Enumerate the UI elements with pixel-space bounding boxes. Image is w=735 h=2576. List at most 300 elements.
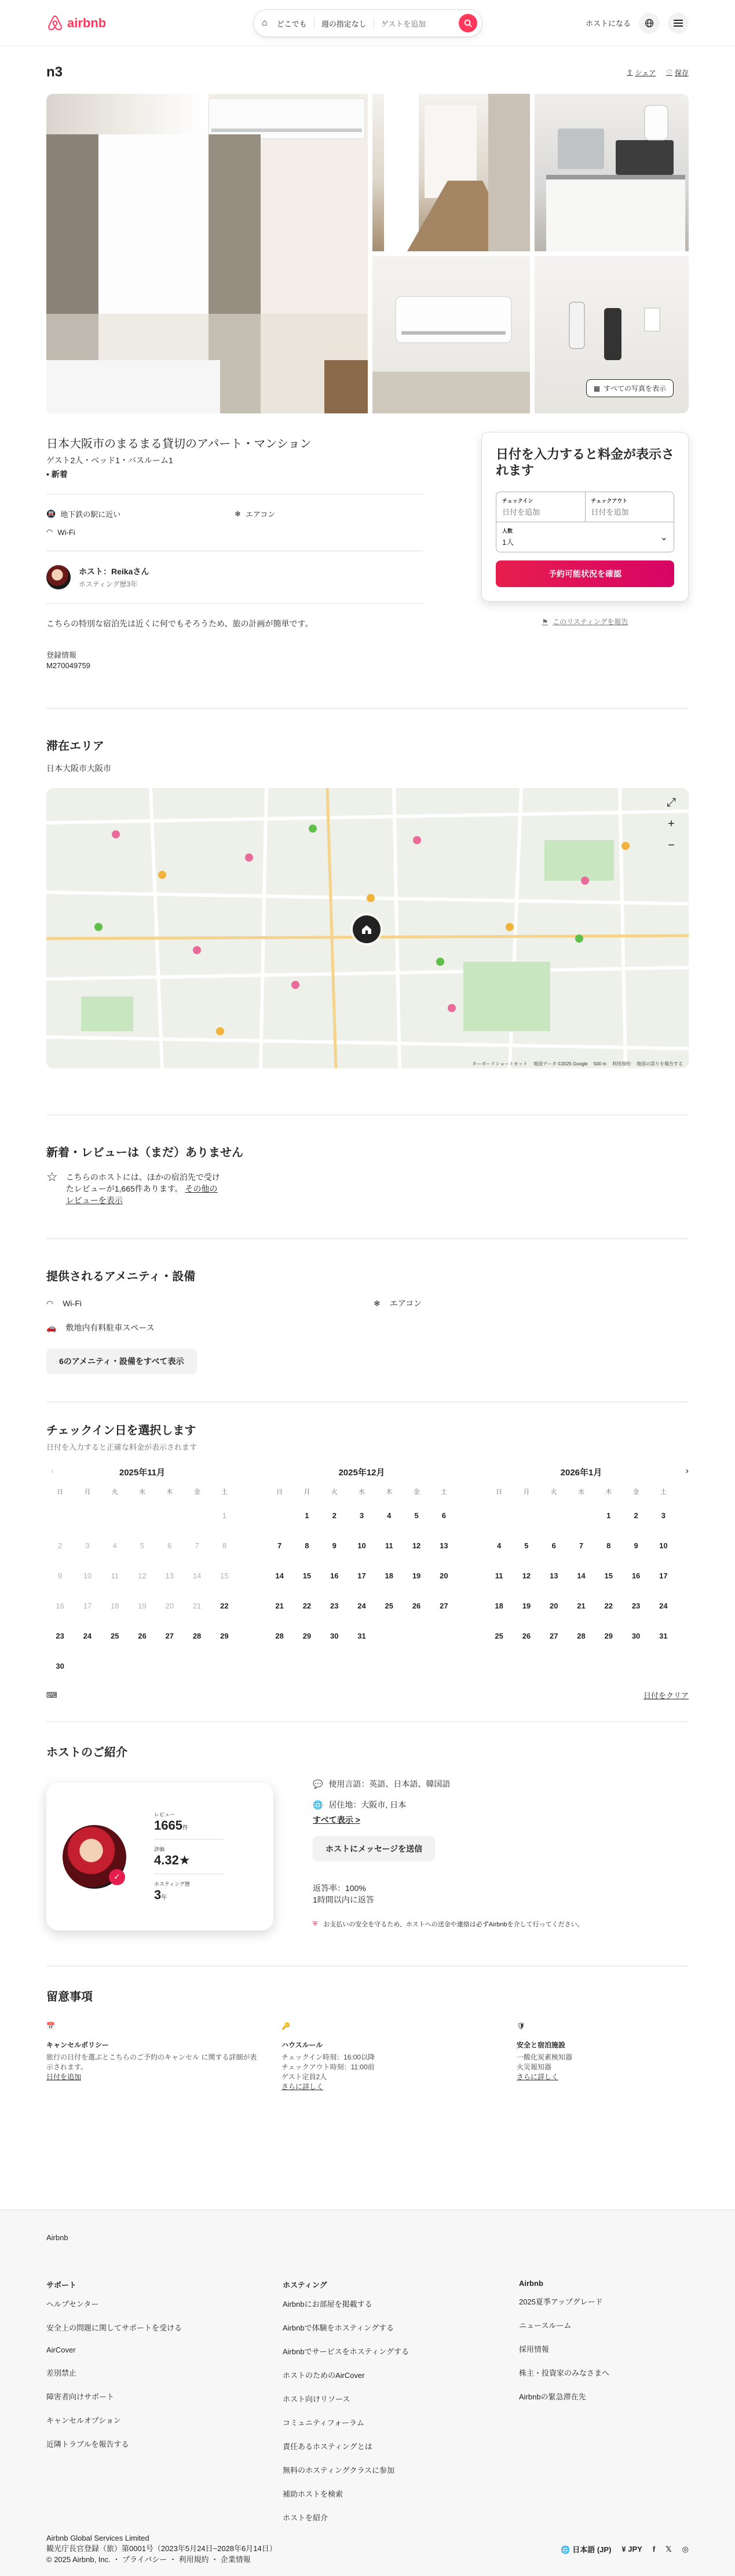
weekday-label: 土 [660, 1489, 667, 1496]
calendar-day: 13 [165, 1571, 174, 1580]
calendar-day[interactable]: 18 [495, 1602, 503, 1610]
weekday-label: 日 [276, 1489, 283, 1496]
footer-company: Airbnb Global Services Limited [46, 2534, 149, 2542]
response-rate: 返答率：100% [313, 1884, 366, 1893]
calendar-day[interactable]: 19 [522, 1602, 531, 1610]
footer-column-heading: サポート [46, 2281, 77, 2289]
footer-link[interactable]: AirCover [46, 2346, 76, 2354]
top-header [0, 0, 735, 46]
reviews-title: 新着・レビューは（まだ）ありません [46, 1146, 243, 1159]
response-time: 1時間以内に返答 [313, 1895, 374, 1904]
month-title: 2026年1月 [560, 1468, 602, 1478]
calendar-day[interactable]: 30 [56, 1662, 64, 1670]
calendar-day[interactable]: 25 [385, 1602, 394, 1610]
rule-line: 火災報知器 [517, 2063, 552, 2071]
calendar-day[interactable]: 5 [414, 1511, 419, 1520]
amenity-parking [46, 1322, 374, 1333]
checkin-value: 日付を追加 [502, 508, 540, 516]
search-icon [464, 19, 472, 27]
month-title: 2025年11月 [119, 1468, 166, 1478]
show-all-host-info-link[interactable]: すべて表示 > [313, 1815, 360, 1824]
calendar-day[interactable]: 24 [83, 1632, 92, 1640]
footer-column [46, 2279, 283, 2535]
weekday-label: 日 [496, 1489, 503, 1496]
rule-line: 旅行の日付を選ぶとこちらのご予約のキャンセル に関する詳細が表示されます。 [46, 2053, 257, 2071]
footer-link[interactable]: Airbnbにお部屋を掲載する [283, 2300, 372, 2308]
safety-more-link[interactable]: さらに詳しく [517, 2073, 559, 2081]
calendar-day[interactable]: 1 [606, 1511, 611, 1520]
calendar-month [46, 1466, 238, 1681]
footer-column [519, 2279, 735, 2535]
calendar-day[interactable]: 5 [524, 1541, 529, 1550]
footer-link[interactable]: 差別禁止 [46, 2369, 77, 2377]
area-map[interactable] [46, 788, 689, 1068]
empty-day [101, 1501, 129, 1531]
calendar-day[interactable]: 26 [138, 1632, 147, 1640]
rules-title: 留意事項 [46, 1991, 93, 2003]
languages-text: 使用言語：英語、日本語、韓国語 [328, 1779, 451, 1789]
calendar-day[interactable]: 2 [634, 1511, 638, 1520]
calendar-day[interactable]: 3 [359, 1511, 364, 1520]
footer-link[interactable]: ニュースルーム [519, 2321, 572, 2330]
clear-dates-link[interactable]: 日付をクリア [643, 1691, 689, 1700]
become-host-link[interactable]: ホストになる [585, 19, 631, 28]
rule-line: 一酸化炭素検知器 [517, 2053, 573, 2061]
chat-icon: 💬 [313, 1779, 323, 1789]
snowflake-icon: ❄ [374, 1298, 381, 1308]
photo-main[interactable] [46, 94, 368, 413]
calendar-day[interactable]: 8 [305, 1541, 309, 1550]
calendar-day: 15 [220, 1571, 229, 1580]
calendar-day[interactable]: 28 [275, 1632, 284, 1640]
shield-icon: 🛡 [517, 2022, 526, 2030]
calendar-day[interactable]: 26 [522, 1632, 531, 1640]
rules-house [281, 2021, 493, 2092]
footer-link[interactable]: 株主・投資家のみなさまへ [519, 2369, 610, 2377]
show-all-amenities-button[interactable]: 6のアメニティ・設備をすべて表示 [46, 1349, 197, 1374]
years-stat-value: 3 [154, 1888, 162, 1902]
verified-icon: ✓ [109, 1869, 125, 1885]
checkout-label: チェックアウト [591, 498, 628, 504]
calendar-title: チェックイン日を選択します [46, 1424, 196, 1437]
calendar-day: 14 [192, 1571, 202, 1580]
calendar-day[interactable]: 10 [357, 1541, 366, 1550]
years-stat-unit: 年 [161, 1895, 167, 1901]
residence-text: 居住地：大阪市, 日本 [328, 1800, 407, 1809]
calendar-day[interactable]: 27 [549, 1632, 558, 1640]
calendar-day[interactable]: 21 [275, 1602, 284, 1610]
calendar-day[interactable]: 26 [412, 1602, 421, 1610]
weekday-label: 水 [358, 1489, 365, 1496]
footer-link[interactable]: コミュニティフォーラム [283, 2419, 364, 2427]
twitter-icon[interactable]: 𝕏 [665, 2544, 672, 2553]
calendar-day: 7 [195, 1541, 199, 1550]
weekday-label: 火 [111, 1489, 118, 1496]
subway-icon: 🚇 [46, 509, 56, 518]
calendar-day[interactable]: 9 [634, 1541, 638, 1550]
calendar-day[interactable]: 31 [659, 1632, 668, 1640]
calendar-day[interactable]: 20 [549, 1602, 558, 1610]
registration-number: M270049759 [46, 661, 90, 670]
booking-title: 日付を入力すると料金が表示されます [496, 447, 675, 478]
calendar-day: 17 [83, 1602, 92, 1610]
years-stat-label: ホスティング歴 [154, 1881, 190, 1887]
calendar-day[interactable]: 20 [440, 1571, 448, 1580]
empty-day [156, 1501, 183, 1531]
empty-day [485, 1501, 513, 1531]
calendar-day[interactable]: 13 [440, 1541, 448, 1550]
photo-remotes[interactable] [535, 256, 689, 413]
booking-card [481, 432, 689, 602]
host-avatar[interactable] [46, 565, 71, 589]
weekday-label: 金 [413, 1489, 420, 1496]
empty-day [183, 1501, 210, 1531]
calendar-day[interactable]: 7 [277, 1541, 282, 1550]
footer-breadcrumb[interactable]: Airbnb [46, 2233, 68, 2242]
other-reviews-link[interactable]: その他のレビューを表示 [65, 1184, 218, 1205]
host-card[interactable] [46, 1783, 273, 1930]
globe-icon: 🌐 [561, 2545, 571, 2554]
footer-link[interactable]: 責任あるホスティングとは [283, 2442, 372, 2451]
map-footer [46, 1059, 689, 1068]
calendar-day: 9 [58, 1571, 63, 1580]
calendar-day[interactable]: 7 [579, 1541, 584, 1550]
calendar-day[interactable]: 29 [220, 1632, 229, 1640]
amenity-aircon [374, 1298, 701, 1309]
weekday-label: 火 [331, 1489, 338, 1496]
footer-link[interactable]: ホスト向けリソース [283, 2395, 350, 2403]
flag-icon: ⚑ [542, 617, 548, 626]
airbnb-logo-icon [46, 14, 64, 32]
footer-link[interactable]: 安全上の問題に関してサポートを受ける [46, 2324, 182, 2332]
footer-link[interactable]: 無料のホスティングクラスに参加 [283, 2466, 395, 2475]
footer-copyright: © 2025 Airbnb, Inc. ・ プライバシー ・ 利用規約 ・ 企業情報 [46, 2555, 251, 2564]
globe-icon [645, 19, 654, 28]
calendar-day[interactable]: 16 [330, 1571, 339, 1580]
calendar-day[interactable]: 8 [606, 1541, 611, 1550]
calendar-day[interactable]: 13 [549, 1571, 558, 1580]
house-icon: ⌂ [262, 18, 268, 28]
empty-day [540, 1501, 568, 1531]
calendar-day[interactable]: 21 [577, 1602, 586, 1610]
calendar-day[interactable]: 27 [165, 1632, 174, 1640]
guests-label: 人数 [502, 528, 513, 534]
calendar-day: 3 [85, 1541, 90, 1550]
guests-field[interactable] [496, 522, 674, 552]
weekday-label: 水 [577, 1489, 584, 1496]
calendar-month [485, 1466, 677, 1681]
calendar-day[interactable]: 17 [659, 1571, 668, 1580]
calendar-day[interactable]: 4 [497, 1541, 502, 1550]
language-selector[interactable] [561, 2544, 611, 2555]
calendar-day[interactable]: 12 [412, 1541, 421, 1550]
empty-day [46, 1501, 74, 1531]
wifi-icon: ◠ [46, 527, 53, 536]
next-month-button[interactable]: › [685, 1466, 689, 1476]
footer-link[interactable]: Airbnbの緊急滞在先 [519, 2392, 586, 2401]
calendar-day[interactable]: 11 [495, 1571, 503, 1580]
calendar-day: 16 [56, 1602, 64, 1610]
calendar-day[interactable]: 23 [631, 1602, 641, 1610]
calendar-day[interactable]: 27 [440, 1602, 448, 1610]
rating-stat-value: 4.32★ [154, 1853, 191, 1867]
calendar-day[interactable]: 4 [387, 1511, 392, 1520]
calendar-day[interactable]: 23 [330, 1602, 339, 1610]
language-label: 日本語 (JP) [572, 2545, 612, 2554]
feature-label: 地下鉄の駅に近い [60, 510, 121, 519]
calendar-day[interactable]: 22 [220, 1602, 229, 1610]
car-icon: 🚗 [46, 1322, 57, 1332]
rule-title: 安全と宿泊施設 [517, 2041, 566, 2049]
area-location: 日本大阪市大阪市 [46, 764, 111, 773]
host-card-avatar [63, 1825, 126, 1889]
calendar-day[interactable]: 9 [332, 1541, 337, 1550]
feature-subway [46, 508, 235, 519]
calendar-day: 20 [165, 1602, 174, 1610]
calendar-day[interactable]: 24 [659, 1602, 668, 1610]
empty-day [129, 1501, 156, 1531]
amenity-wifi [46, 1298, 374, 1309]
calendar-day[interactable]: 22 [302, 1602, 312, 1610]
star-icon: ☆ [46, 1170, 58, 1184]
reviews-stat-value: 1665 [154, 1818, 182, 1833]
calendar-day[interactable]: 3 [661, 1511, 665, 1520]
calendar-day: 6 [167, 1541, 172, 1550]
calendar-months [46, 1466, 689, 1681]
amenity-label: Wi-Fi [63, 1299, 82, 1308]
calendar-day[interactable]: 6 [441, 1511, 446, 1520]
calendar-day: 18 [110, 1602, 119, 1610]
rules-safety [517, 2021, 728, 2092]
search-bar[interactable] [253, 9, 482, 37]
rule-title: キャンセルポリシー [46, 2041, 109, 2049]
calendar-day[interactable]: 17 [357, 1571, 366, 1580]
listing-title: 日本大阪市のまるまる貸切のアパート・マンション [46, 438, 312, 450]
footer-link[interactable]: 近隣トラブルを報告する [46, 2440, 129, 2449]
house-rules-more-link[interactable]: さらに詳しく [281, 2083, 324, 2091]
calendar-subtitle: 日付を入力すると正確な料金が表示されます [46, 1443, 198, 1452]
calendar-day[interactable]: 18 [385, 1571, 394, 1580]
calendar-day[interactable]: 1 [305, 1511, 309, 1520]
calendar-day: 2 [58, 1541, 63, 1550]
message-host-button[interactable]: ホストにメッセージを送信 [313, 1836, 435, 1862]
rule-line: チェックイン時刻：16:00以降 [281, 2053, 375, 2061]
menu-icon [674, 19, 683, 27]
rule-title: ハウスルール [281, 2041, 323, 2049]
weekday-label: 日 [57, 1489, 64, 1496]
calendar-day[interactable]: 25 [110, 1632, 119, 1640]
search-when[interactable]: 週の指定なし [315, 18, 374, 29]
calendar-day[interactable]: 29 [604, 1632, 613, 1640]
fullscreen-icon[interactable]: ⤢ [667, 796, 676, 809]
footer-column-heading: ホスティング [283, 2281, 327, 2289]
calendar-day: 4 [112, 1541, 117, 1550]
checkin-label: チェックイン [502, 498, 533, 504]
check-availability-button[interactable]: 予約可能状況を確認 [496, 560, 674, 587]
keyboard-icon[interactable]: ⌨ [46, 1690, 57, 1699]
amenity-label: 敷地内有料駐車スペース [65, 1323, 155, 1332]
calendar-day[interactable]: 19 [412, 1571, 421, 1580]
calendar-day: 8 [222, 1541, 226, 1550]
weekday-label: 水 [138, 1489, 145, 1496]
rule-line: チェックアウト時刻：11:00前 [281, 2063, 375, 2071]
calendar-day[interactable]: 14 [275, 1571, 284, 1580]
weekday-label: 土 [221, 1489, 228, 1496]
registration-label: 登録情報 [46, 651, 77, 659]
rules-cancellation [46, 2021, 258, 2092]
home-icon [360, 923, 373, 936]
share-button[interactable] [627, 68, 656, 78]
footer-link[interactable]: 2025夏季アップグレード [519, 2297, 603, 2306]
empty-day [74, 1501, 101, 1531]
host-years: ホスティング歴3年 [79, 580, 138, 588]
calendar-day[interactable]: 28 [192, 1632, 202, 1640]
listing-description: こちらの特別な宿泊先は近くに何でもそろうため、旅の計画が簡単です。 [46, 619, 313, 628]
checkin-field[interactable] [496, 492, 586, 522]
footer-link[interactable]: 採用情報 [519, 2345, 550, 2354]
map-controls [661, 796, 682, 852]
globe-icon: 🌐 [313, 1800, 323, 1809]
empty-day [266, 1501, 293, 1531]
report-label: このリスティングを報告 [553, 618, 628, 626]
calendar-day: 1 [222, 1511, 226, 1520]
airbnb-logo[interactable] [46, 14, 106, 32]
calendar-day[interactable]: 23 [56, 1632, 64, 1640]
calendar-day: 19 [138, 1602, 147, 1610]
save-label: 保存 [674, 68, 689, 77]
area-title: 滞在エリア [46, 740, 104, 753]
report-listing-link[interactable] [481, 617, 689, 626]
site-footer [0, 2209, 735, 2576]
host-languages [313, 1778, 626, 1790]
photo-kitchen[interactable] [535, 94, 689, 251]
listing-location-marker[interactable] [353, 915, 381, 943]
host-summary[interactable] [46, 565, 423, 589]
calendar-day[interactable]: 16 [631, 1571, 641, 1580]
show-all-photos-button[interactable] [586, 379, 674, 397]
map-report[interactable]: 地図の誤りを報告する [637, 1061, 683, 1067]
map-terms[interactable]: 利用規約 [612, 1061, 631, 1067]
weekday-label: 金 [193, 1489, 200, 1496]
calendar-day[interactable]: 29 [302, 1632, 312, 1640]
currency-selector[interactable]: ¥ JPY [621, 2545, 642, 2553]
calendar-day[interactable]: 11 [385, 1541, 393, 1550]
checkout-value: 日付を追加 [591, 508, 629, 516]
footer-link[interactable]: ホストを紹介 [283, 2513, 328, 2522]
rule-line: ゲスト定員2人 [281, 2073, 327, 2081]
search-button[interactable] [459, 14, 477, 32]
calendar-day: 5 [140, 1541, 145, 1550]
listing-name: n3 [46, 64, 63, 80]
search-who[interactable]: ゲストを追加 [381, 19, 426, 28]
calendar-day[interactable]: 10 [659, 1541, 668, 1550]
calendar-day[interactable]: 22 [604, 1602, 613, 1610]
calendar-day[interactable]: 12 [522, 1571, 531, 1580]
month-title: 2025年12月 [338, 1468, 385, 1478]
calendar-day[interactable]: 15 [604, 1571, 613, 1580]
host-name: ホスト：Reikaさん [79, 567, 149, 576]
save-button[interactable] [666, 68, 689, 78]
footer-link[interactable]: ホストのためのAirCover [283, 2371, 365, 2380]
map-scale: 500 m [593, 1061, 606, 1067]
add-dates-link[interactable]: 日付を追加 [46, 2073, 82, 2081]
zoom-in-button[interactable]: + [668, 818, 675, 830]
calendar-day: 10 [83, 1571, 92, 1580]
footer-link[interactable]: ヘルプセンター [46, 2300, 99, 2308]
map-shortcuts[interactable]: キーボードショートカット [472, 1061, 528, 1067]
photo-hallway[interactable] [372, 94, 530, 251]
calendar-day: 12 [138, 1571, 147, 1580]
wifi-icon: ◠ [46, 1298, 54, 1308]
feature-wifi [46, 527, 235, 537]
reviews-stat-label: レビュー [154, 1812, 175, 1818]
heart-icon: ♡ [666, 68, 672, 76]
weekday-label: 金 [632, 1489, 639, 1496]
host-intro-title: ホストのご紹介 [46, 1746, 127, 1759]
payment-safety-note [313, 1919, 626, 1929]
calendar-day[interactable]: 28 [577, 1632, 586, 1640]
weekday-label: 火 [550, 1489, 557, 1496]
reviews-stat-unit: 件 [182, 1825, 188, 1831]
snowflake-icon: ❄ [235, 509, 241, 518]
rating-stat-label: 評価 [154, 1846, 165, 1852]
calendar-day[interactable]: 30 [631, 1632, 641, 1640]
prev-month-button[interactable]: ‹ [51, 1466, 54, 1476]
calendar-day[interactable]: 25 [495, 1632, 503, 1640]
calendar-day[interactable]: 15 [302, 1571, 312, 1580]
calendar-day[interactable]: 30 [330, 1632, 339, 1640]
footer-link[interactable]: 障害者向けサポート [46, 2392, 115, 2401]
weekday-label: 木 [605, 1489, 612, 1496]
photo-gallery [46, 94, 689, 413]
menu-button[interactable] [668, 13, 689, 34]
search-where[interactable]: どこでも [270, 18, 315, 29]
calendar-day: 21 [192, 1602, 202, 1610]
calendar-month [266, 1466, 458, 1681]
footer-link[interactable]: Airbnbで体験をホスティングする [283, 2324, 394, 2332]
footer-link[interactable]: キャンセルオプション [46, 2416, 121, 2425]
calendar-day[interactable]: 24 [357, 1602, 366, 1610]
weekday-label: 月 [303, 1489, 310, 1496]
calendar-day[interactable]: 2 [332, 1511, 337, 1520]
language-button[interactable] [639, 13, 660, 34]
facebook-icon[interactable]: f [652, 2545, 656, 2553]
share-icon: ⇪ [627, 68, 633, 76]
weekday-label: 木 [386, 1489, 393, 1496]
empty-day [513, 1501, 540, 1531]
footer-column-heading: Airbnb [519, 2279, 543, 2288]
amenity-label: エアコン [389, 1299, 422, 1308]
weekday-label: 木 [166, 1489, 173, 1496]
footer-link[interactable]: Airbnbでサービスをホスティングする [283, 2347, 409, 2356]
map-data: 地図データ ©2025 Google [533, 1061, 588, 1067]
calendar-icon: 📅 [46, 2022, 55, 2030]
new-badge: • 新着 [46, 470, 68, 479]
chevron-down-icon: ⌄ [660, 532, 668, 543]
checkout-field[interactable] [586, 492, 674, 522]
photo-aircon[interactable] [372, 256, 530, 413]
instagram-icon[interactable]: ◎ [682, 2544, 689, 2553]
empty-day [568, 1501, 595, 1531]
calendar-day[interactable]: 31 [357, 1632, 366, 1640]
show-all-photos-label: すべての写真を表示 [604, 384, 666, 393]
calendar-day[interactable]: 6 [551, 1541, 556, 1550]
calendar-day[interactable]: 14 [577, 1571, 586, 1580]
zoom-out-button[interactable]: − [668, 839, 675, 852]
safety-text: お支払いの安全を守るため、ホストへの送金や連絡は必ずAirbnbを介して行ってください。 [323, 1921, 584, 1928]
share-label: シェア [635, 68, 656, 77]
footer-link[interactable]: 補助ホストを検索 [283, 2490, 343, 2498]
